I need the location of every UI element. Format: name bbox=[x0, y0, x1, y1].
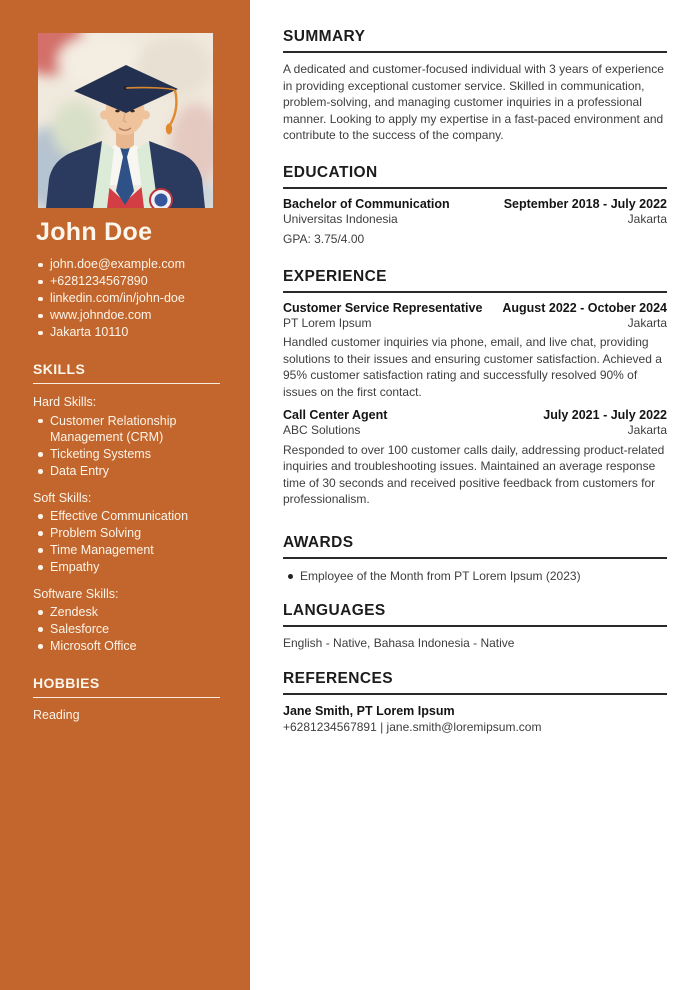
hobby-item: Reading bbox=[33, 707, 80, 722]
job-location: Jakarta bbox=[627, 315, 667, 330]
hard-skills-list bbox=[33, 412, 220, 480]
graduate-portrait-illustration bbox=[38, 33, 213, 208]
reference-name: Jane Smith, PT Lorem Ipsum bbox=[283, 703, 455, 718]
skill-item: Ticketing Systems bbox=[33, 446, 220, 463]
contact-location: Jakarta 10110 bbox=[33, 324, 220, 341]
main-content bbox=[283, 28, 667, 756]
summary-text: A dedicated and customer-focused individual with 3 years of experience in providing exceptional customer service. Skilled in communication, problem-solving, and managing customer inquiries in a professional manner. Looking to apply my expertise in a fast-paced environment and contribute to the success of the company. bbox=[283, 62, 664, 142]
school-name: Universitas Indonesia bbox=[283, 211, 398, 226]
education-section bbox=[283, 164, 667, 248]
skills-group-label: Software Skills: bbox=[33, 586, 119, 601]
contact-phone: +6281234567890 bbox=[33, 273, 220, 290]
references-section bbox=[283, 670, 667, 736]
job-dates: July 2021 - July 2022 bbox=[543, 408, 667, 422]
job-dates: August 2022 - October 2024 bbox=[502, 300, 667, 315]
contact-email: john.doe@example.com bbox=[33, 256, 220, 273]
languages-text: English - Native, Bahasa Indonesia - Native bbox=[283, 636, 515, 650]
languages-heading: LANGUAGES bbox=[283, 602, 667, 627]
education-dates: September 2018 - July 2022 bbox=[503, 196, 667, 211]
awards-heading: AWARDS bbox=[283, 534, 667, 559]
skills-group-software bbox=[33, 586, 220, 655]
skills-group-label: Soft Skills: bbox=[33, 490, 92, 505]
skill-item: Microsoft Office bbox=[33, 638, 220, 655]
soft-skills-list bbox=[33, 508, 220, 576]
candidate-name: John Doe bbox=[36, 218, 153, 246]
skill-item: Salesforce bbox=[33, 621, 220, 638]
skill-item: Zendesk bbox=[33, 604, 220, 621]
experience-heading: EXPERIENCE bbox=[283, 268, 667, 293]
award-item: Employee of the Month from PT Lorem Ipsum (2023) bbox=[283, 568, 667, 585]
skill-item: Data Entry bbox=[33, 463, 220, 480]
contact-list bbox=[33, 256, 220, 341]
gpa: GPA: 3.75/4.00 bbox=[283, 232, 365, 246]
contact-website: www.johndoe.com bbox=[33, 307, 220, 324]
education-entry bbox=[283, 197, 667, 248]
skills-group-hard bbox=[33, 394, 220, 480]
job-description: Responded to over 100 customer calls daily, addressing product-related inquiries and troubleshooting issues. Maintained an average response time of 30 seconds and received positive feedback from customers for professionalism. bbox=[283, 442, 665, 506]
reference-contact: +6281234567891 | jane.smith@loremipsum.com bbox=[283, 720, 542, 734]
job-title: Call Center Agent bbox=[283, 408, 388, 422]
awards-section bbox=[283, 534, 667, 585]
company-name: ABC Solutions bbox=[283, 423, 361, 437]
awards-list bbox=[283, 568, 667, 585]
degree-title: Bachelor of Communication bbox=[283, 196, 450, 211]
experience-entry bbox=[283, 408, 667, 508]
profile-photo bbox=[38, 33, 213, 208]
education-heading: EDUCATION bbox=[283, 164, 667, 189]
skills-group-label: Hard Skills: bbox=[33, 395, 97, 409]
education-location: Jakarta bbox=[627, 211, 667, 226]
skill-item: Time Management bbox=[33, 542, 220, 559]
skill-item: Empathy bbox=[33, 559, 220, 576]
experience-entry bbox=[283, 301, 667, 401]
sidebar bbox=[0, 0, 250, 990]
company-name: PT Lorem Ipsum bbox=[283, 315, 372, 330]
job-location: Jakarta bbox=[627, 423, 667, 437]
experience-section bbox=[283, 268, 667, 508]
skills-heading: SKILLS bbox=[33, 361, 220, 384]
hobbies-heading: HOBBIES bbox=[33, 675, 220, 698]
summary-section bbox=[283, 28, 667, 144]
contact-linkedin: linkedin.com/in/john-doe bbox=[33, 290, 220, 307]
software-skills-list bbox=[33, 604, 220, 655]
summary-heading: SUMMARY bbox=[283, 28, 667, 53]
job-title: Customer Service Representative bbox=[283, 300, 483, 315]
skills-group-soft bbox=[33, 490, 220, 576]
skill-item: Problem Solving bbox=[33, 525, 220, 542]
skill-item: Effective Communication bbox=[33, 508, 220, 525]
skill-item: Customer Relationship Management (CRM) bbox=[33, 412, 220, 446]
languages-section bbox=[283, 602, 667, 652]
references-heading: REFERENCES bbox=[283, 670, 667, 695]
job-description: Handled customer inquiries via phone, email, and live chat, providing solutions to their issues and ensuring customer satisfaction. Achieved a 95% customer satisfaction rating and successfully resolved 90% of issues on the first contact. bbox=[283, 335, 662, 399]
